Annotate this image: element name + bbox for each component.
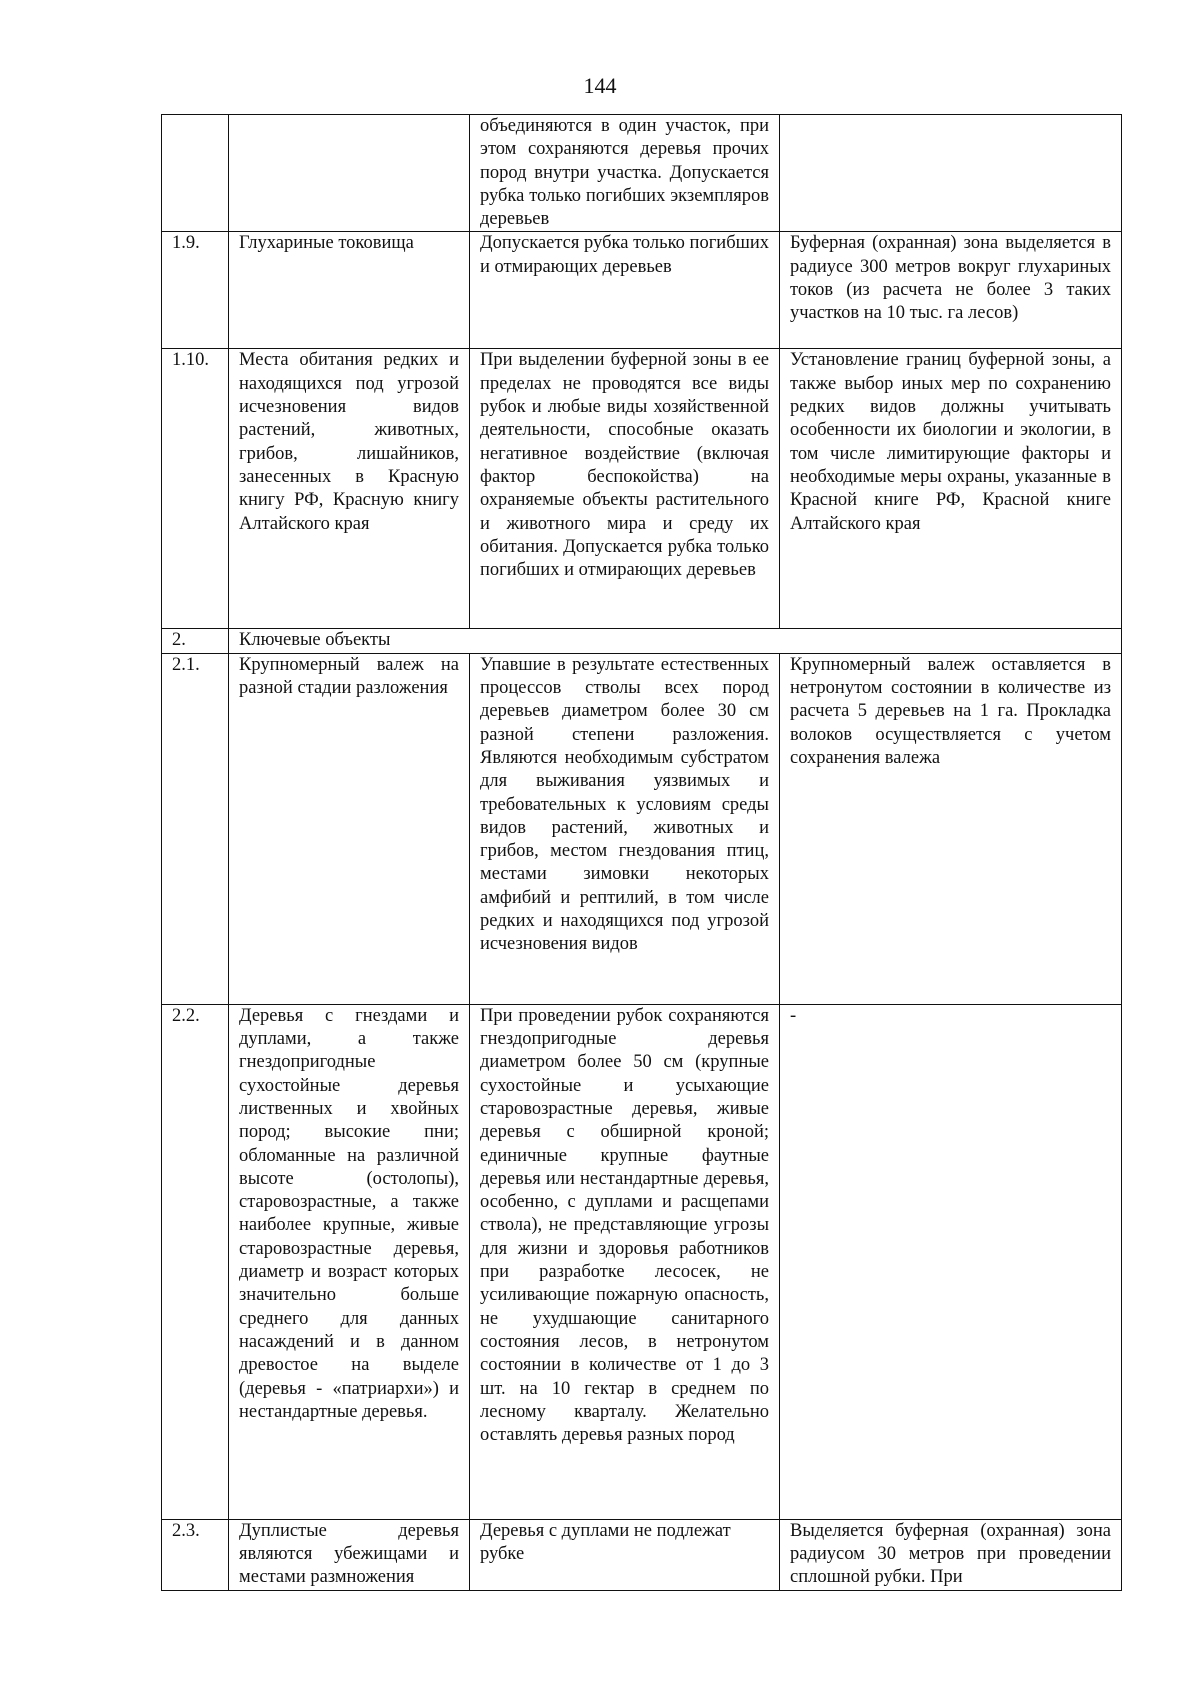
row-number-cell: 2.3.	[162, 1519, 229, 1590]
object-cell: Глухариные токовища	[229, 232, 470, 349]
section-row	[162, 629, 1122, 653]
row-number-cell: 2.2.	[162, 1004, 229, 1519]
page-number: 144	[583, 73, 617, 98]
note-cell: Выделяется буферная (охранная) зона радиусом 30 метров при проведении сплошной рубки. При	[780, 1519, 1122, 1590]
table-row	[162, 349, 1122, 629]
regime-cell: Деревья с дуплами не подлежат рубке	[470, 1519, 780, 1590]
row-number-cell	[162, 115, 229, 232]
table-row	[162, 1004, 1122, 1519]
object-cell: Дуплистые деревья являются убежищами и местами размножения	[229, 1519, 470, 1590]
table-row	[162, 1519, 1122, 1590]
object-cell: Крупномерный валеж на разной стадии разложения	[229, 653, 470, 1004]
note-cell: -	[780, 1004, 1122, 1519]
table-row	[162, 232, 1122, 349]
regime-cell: Допускается рубка только погибших и отмирающих деревьев	[470, 232, 780, 349]
section-title-cell: Ключевые объекты	[229, 629, 1122, 653]
regime-cell: объединяются в один участок, при этом сохраняются деревья прочих пород внутри участка. Допускается рубка только погибших экземпляров деревьев	[470, 115, 780, 232]
note-cell	[780, 115, 1122, 232]
section-number-cell: 2.	[162, 629, 229, 653]
row-number-cell: 1.10.	[162, 349, 229, 629]
table-row	[162, 653, 1122, 1004]
note-cell: Крупномерный валеж оставляется в нетронутом состоянии в количестве из расчета 5 деревьев на 1 га. Прокладка волоков осуществляется с учетом сохранения валежа	[780, 653, 1122, 1004]
row-number-cell: 2.1.	[162, 653, 229, 1004]
table-row	[162, 115, 1122, 232]
regime-cell: При проведении рубок сохраняются гнездопригодные деревья диаметром более 50 см (крупные сухостойные и усыхающие старовозрастные деревья, живые деревья с обширной кроной; единичные крупные фаутные деревья или нестандартные деревья, особенно, с дуплами и расщепами ствола), не представляющие угрозы для жизни и здоровья работников при разработке лесосек, не усиливающие пожарную опасность, не ухудшающие санитарного состояния лесов, в нетронутом состоянии в количестве от 1 до 3 шт. на 10 гектар в среднем по лесному кварталу. Желательно оставлять деревья разных пород	[470, 1004, 780, 1519]
regime-cell: Упавшие в результате естественных процессов стволы всех пород деревьев диаметром более 30 см разной степени разложения. Являются необходимым субстратом для выживания уязвимых и требовательных к условиям среды видов растений, животных и грибов, местом гнездования птиц, местами зимовки некоторых амфибий и рептилий, в том числе редких и находящихся под угрозой исчезновения видов	[470, 653, 780, 1004]
regime-cell: При выделении буферной зоны в ее пределах не проводятся все виды рубок и любые виды хозяйственной деятельности, способные оказать негативное воздействие (включая фактор беспокойства) на охраняемые объекты растительного и животного мира и среду их обитания. Допускается рубка только погибших и отмирающих деревьев	[470, 349, 780, 629]
object-cell: Деревья с гнездами и дуплами, а также гнездопригодные сухостойные деревья лиственных и хвойных пород; высокие пни; обломанные на различной высоте (остолопы), старовозрастные, а также наиболее крупные, живые старовозрастные деревья, диаметр и возраст которых значительно больше среднего для данных насаждений и в данном древостое на выделе (деревья - «патриархи») и нестандартные деревья.	[229, 1004, 470, 1519]
object-cell: Места обитания редких и находящихся под угрозой исчезновения видов растений, животных, грибов, лишайников, занесенных в Красную книгу РФ, Красную книгу Алтайского края	[229, 349, 470, 629]
object-cell	[229, 115, 470, 232]
note-cell: Установление границ буферной зоны, а также выбор иных мер по сохранению редких видов должны учитывать особенности их биологии и экологии, в том числе лимитирующие факторы и необходимые меры охраны, указанные в Красной книге РФ, Красной книге Алтайского края	[780, 349, 1122, 629]
row-number-cell: 1.9.	[162, 232, 229, 349]
note-cell: Буферная (охранная) зона выделяется в радиусе 300 метров вокруг глухариных токов (из расчета не более 3 таких участков на 10 тыс. га лесов)	[780, 232, 1122, 349]
forest-protection-table	[161, 114, 1122, 1591]
